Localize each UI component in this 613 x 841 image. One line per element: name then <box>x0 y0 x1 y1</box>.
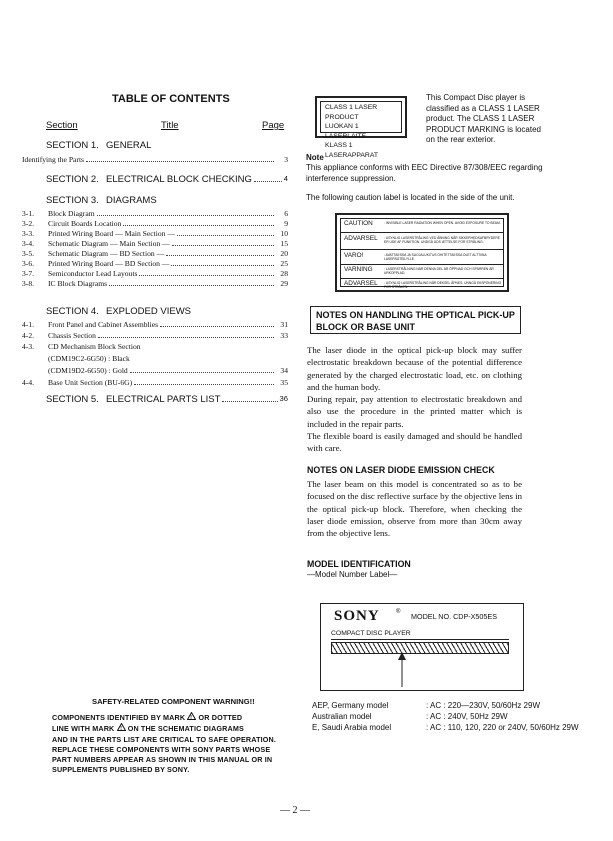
toc-item[interactable]: 3-4. Schematic Diagram — Main Section — 15 <box>22 239 288 248</box>
toc-item-page: 28 <box>280 269 288 278</box>
safety-heading: SAFETY-RELATED COMPONENT WARNING!! <box>92 697 255 706</box>
section-title: ELECTRICAL BLOCK CHECKING <box>106 174 252 185</box>
caution-row: ADVARSEL : USYNLIG LASERSTRÅLING VED ÅBNING NÅR SIKKERHEDSAFBRYDERE ER UDE AF FUNKTION. UNDGÅ UDS ÆTTELSE FOR STRÅLING. <box>344 235 500 244</box>
warning-triangle-icon <box>187 712 196 720</box>
pointer-arrow-icon <box>395 652 409 687</box>
warning-triangle-icon <box>117 723 126 731</box>
toc-item-title: CD Mechanism Block Section <box>48 342 141 351</box>
toc-item-title: Printed Wiring Board — BD Section — <box>48 259 170 268</box>
barcode-hatch <box>331 642 509 654</box>
model-number-label <box>320 603 524 691</box>
toc-item[interactable]: 4-2. Chassis Section 33 <box>22 331 288 340</box>
toc-item-title: (CDM19C2-6G50) : Black <box>48 354 130 363</box>
toc-item[interactable]: 3-5. Schematic Diagram — BD Section — 20 <box>22 249 288 258</box>
class1-laser-label <box>315 96 407 159</box>
laser-check-text: The laser beam on this model is concentrated so as to be focused on the disc reflective surface by the objective lens in the optical pick-up block. Therefore, when checking the laser diode emission, observe from more than 30cm away from the objective lens. <box>307 479 522 539</box>
toc-item-page: 15 <box>280 239 288 248</box>
toc-item-title: IC Block Diagrams <box>48 279 108 288</box>
pickup-paragraph-2: During repair, pay attention to electrostatic breakdown and also use the procedure in the printed matter which is included in the repair parts. <box>307 394 522 429</box>
toc-section-2[interactable] <box>46 174 288 185</box>
toc-item-title: Semiconductor Lead Layouts <box>48 269 138 278</box>
power-spec-row: Australian model : AC : 240V, 50Hz 29W <box>312 712 508 721</box>
toc-col-title: Title <box>161 120 179 131</box>
section-page: 4 <box>283 174 288 183</box>
model-id-subheading: —Model Number Label— <box>307 570 398 579</box>
registered-icon: ® <box>396 609 401 615</box>
svg-text:!: ! <box>190 715 193 720</box>
toc-item[interactable]: 3-7. Semiconductor Lead Layouts 28 <box>22 269 288 278</box>
toc-item-page: 6 <box>284 209 288 218</box>
toc-title: TABLE OF CONTENTS <box>112 93 230 105</box>
label-line: LUOKAN 1 LASERLAITE <box>325 123 367 140</box>
toc-exploded-list <box>22 320 288 390</box>
toc-item-title: Printed Wiring Board — Main Section — <box>48 229 175 238</box>
toc-item[interactable]: 3-3. Printed Wiring Board — Main Section — 10 <box>22 229 288 238</box>
section-title: DIAGRAMS <box>106 195 157 206</box>
section-number: SECTION 4. <box>46 306 99 317</box>
toc-item[interactable] <box>22 354 288 366</box>
pickup-paragraph-1: The laser diode in the optical pick-up block may suffer electrostatic breakdown because of the potential difference generated by the charged electrostatic load, etc. on clothing and the human body. <box>307 345 522 392</box>
toc-col-section: Section <box>46 120 78 131</box>
toc-item-title: Circuit Boards Location <box>48 219 122 228</box>
toc-item-page: 35 <box>280 378 288 387</box>
note-heading: Note <box>306 153 324 162</box>
toc-item[interactable]: 3-1. Block Diagram 6 <box>22 209 288 218</box>
toc-item-title: Identifying the Parts <box>22 155 85 164</box>
toc-item-page: 10 <box>280 229 288 238</box>
toc-item-page: 34 <box>280 366 288 375</box>
class1-description: This Compact Disc player is classified as a CLASS 1 LASER product. The CLASS 1 LASER PRODUCT MARKING is located on the rear exterior. <box>426 93 541 144</box>
toc-item-page: 20 <box>280 249 288 258</box>
toc-item[interactable]: 4-3. CD Mechanism Block Section <box>22 342 141 351</box>
toc-item[interactable] <box>22 155 288 164</box>
pickup-notes-heading: NOTES ON HANDLING THE OPTICAL PICK-UP BLOCK OR BASE UNIT <box>310 306 521 334</box>
toc-item[interactable]: 4-4. Base Unit Section (BU-6G) 35 <box>22 378 288 387</box>
model-id-heading: MODEL IDENTIFICATION <box>307 559 411 569</box>
caution-row: ADVARSEL : USYNLIG LASERSTRÅLING NÅR DEKSEL ÅPNES. UNNGÅ EKSPONERING FOR STRÅLEN. <box>344 280 502 289</box>
section-number: SECTION 2. <box>46 174 99 185</box>
toc-item[interactable]: 3-8. IC Block Diagrams 29 <box>22 279 288 288</box>
toc-section-5[interactable] <box>46 394 288 405</box>
section-number: SECTION 3. <box>46 195 99 206</box>
caution-row: VARO! : AVATTAESSA JA SUOJALUKITUS OHITETTAESSA OLET ALTTIINA LASERSÄTEILYLLE. <box>344 252 487 261</box>
toc-item-page: 33 <box>280 331 288 340</box>
power-spec-row: AEP, Germany model : AC : 220—230V, 50/60Hz 29W <box>312 701 540 710</box>
note-text: This appliance conforms with EEC Directive 87/308/EEC regarding interference suppression. <box>306 163 543 183</box>
toc-item[interactable] <box>22 366 288 378</box>
toc-diagrams-list <box>22 209 288 289</box>
label-divider <box>331 639 509 640</box>
label-line: KLASS 1 LASERAPPARAT <box>325 142 379 159</box>
toc-item[interactable]: 4-1. Front Panel and Cabinet Assemblies 31 <box>22 320 288 329</box>
toc-item-title: Base Unit Section (BU-6G) <box>48 378 133 387</box>
section-number: SECTION 1. <box>46 140 99 151</box>
toc-item-page: 31 <box>280 320 288 329</box>
pickup-paragraph-3: The flexible board is easily damaged and should be handled with care. <box>307 431 522 454</box>
caution-row: CAUTION : INVISIBLE LASER RADIATION WHEN OPEN. AVOID EXPOSURE TO BEAM. <box>344 220 501 227</box>
section-title: EXPLODED VIEWS <box>106 306 191 317</box>
toc-item-page: 3 <box>284 155 288 164</box>
toc-item-title: Front Panel and Cabinet Assemblies <box>48 320 159 329</box>
toc-section-3[interactable] <box>46 195 157 206</box>
model-number: MODEL NO. CDP-X505ES <box>411 612 498 621</box>
toc-section-1[interactable] <box>46 140 151 151</box>
toc-item-title: Schematic Diagram — Main Section — <box>48 239 170 248</box>
page-number: — 2 — <box>280 805 310 816</box>
product-name: COMPACT DISC PLAYER <box>331 630 411 637</box>
toc-item[interactable]: 3-6. Printed Wiring Board — BD Section — 25 <box>22 259 288 268</box>
caution-row: VARNING : LASERSTRÅLNING NÄR DENNA DEL ÄR ÖPPNAD OCH SPÄRREN ÄR URKOPPLAD. <box>344 266 494 275</box>
pickup-notes-body <box>307 344 522 455</box>
sony-logo: SONY <box>334 608 380 624</box>
caution-location-text: The following caution label is located in the side of the unit. <box>306 193 515 202</box>
power-spec-list <box>312 700 579 733</box>
toc-item-title: Chassis Section <box>48 331 96 340</box>
section-title: GENERAL <box>106 140 152 151</box>
toc-item-title: Block Diagram <box>48 209 95 218</box>
toc-item[interactable]: 3-2. Circuit Boards Location 9 <box>22 219 288 228</box>
section-page: 36 <box>279 394 288 403</box>
toc-item-title: Schematic Diagram — BD Section — <box>48 249 165 258</box>
svg-text:!: ! <box>119 726 122 732</box>
toc-col-page: Page <box>262 120 285 131</box>
caution-label <box>335 213 509 292</box>
power-spec-row: E, Saudi Arabia model : AC : 110, 120, 220 or 240V, 50/60Hz 29W <box>312 723 579 732</box>
toc-item-page: 29 <box>280 279 288 288</box>
toc-item-page: 25 <box>280 259 288 268</box>
label-line: CLASS 1 LASER PRODUCT <box>325 104 378 121</box>
toc-item-title: (CDM19D2-6G50) : Gold <box>48 366 128 375</box>
safety-warning-text: COMPONENTS IDENTIFIED BY MARK ! OR DOTTED LINE WITH MARK ! ON THE SCHEMATIC DIAGRAMS AND IN THE PARTS LIST ARE CRITICAL TO SAFE OPERATION. REPLACE THESE COMPONENTS WITH SONY PARTS WHOSE PART NUMBERS APPEAR AS SHOWN IN THIS MANUAL OR IN SUPPLEMENTS PUBLISHED BY SONY. <box>52 713 276 775</box>
toc-item-page: 9 <box>284 219 288 228</box>
laser-check-heading: NOTES ON LASER DIODE EMISSION CHECK <box>307 465 495 475</box>
section-title: ELECTRICAL PARTS LIST <box>106 394 221 405</box>
section-number: SECTION 5. <box>46 394 99 405</box>
toc-section-4[interactable] <box>46 306 191 317</box>
